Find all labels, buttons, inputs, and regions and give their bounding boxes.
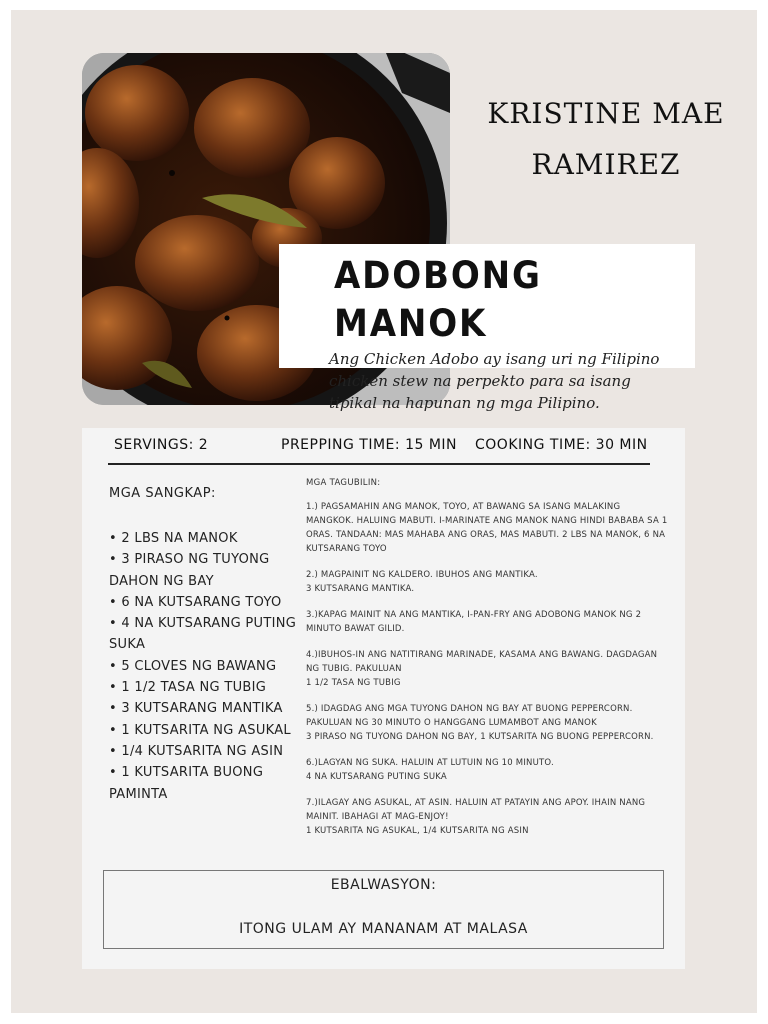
- instruction-line: ORAS. TANDAAN: MAS MAHABA ANG ORAS, MAS MABUTI. 2 LBS NA MANOK, 6 NA: [306, 530, 666, 540]
- instruction-line: 1.) PAGSAMAHIN ANG MANOK, TOYO, AT BAWANG SA ISANG MALAKING: [306, 502, 621, 512]
- instruction-line: 1 KUTSARITA NG ASUKAL, 1/4 KUTSARITA NG ASIN: [306, 826, 529, 836]
- ingredient-item: • 1 1/2 TASA NG TUBIG: [109, 680, 267, 696]
- evaluation-box: [103, 870, 664, 949]
- instruction-step: [306, 568, 668, 596]
- author-line-1: KRISTINE MAE: [487, 97, 725, 130]
- ingredient-item: • 2 LBS NA MANOK: [109, 531, 238, 546]
- ingredient-item: • 4 NA KUTSARANG PUTING SUKA: [109, 616, 297, 653]
- header-divider: [108, 463, 650, 465]
- instruction-line: 5.) IDAGDAG ANG MGA TUYONG DAHON NG BAY AT BUONG PEPPERCORN.: [306, 704, 633, 714]
- instruction-line: MINUTO BAWAT GILID.: [306, 624, 405, 634]
- instruction-line: 6.)LAGYAN NG SUKA. HALUIN AT LUTUIN NG 10 MINUTO.: [306, 758, 554, 768]
- servings-stat: SERVINGS: 2: [114, 437, 209, 453]
- instruction-line: 3.)KAPAG MAINIT NA ANG MANTIKA, I-PAN-FRY ANG ADOBONG MANOK NG 2: [306, 610, 642, 620]
- instructions-heading: MGA TAGUBILIN:: [306, 478, 381, 488]
- instruction-line: 3 PIRASO NG TUYONG DAHON NG BAY, 1 KUTSARITA NG BUONG PEPPERCORN.: [306, 732, 654, 742]
- ingredients-list: [109, 528, 299, 805]
- ingredient-item: • 1/4 KUTSARITA NG ASIN: [109, 743, 284, 759]
- instruction-line: KUTSARANG TOYO: [306, 544, 387, 554]
- instructions-section: [306, 478, 668, 850]
- instruction-step: [306, 756, 668, 784]
- instruction-line: MANGKOK. HALUING MABUTI. I-MARINATE ANG MANOK NANG HINDI BABABA SA 1: [306, 516, 668, 526]
- recipe-card: [82, 428, 685, 969]
- author-name: [470, 88, 742, 190]
- evaluation-text: ITONG ULAM AY MANANAM AT MALASA: [239, 921, 528, 937]
- cook-time-stat: COOKING TIME: 30 MIN: [475, 437, 648, 453]
- ingredient-item: • 1 KUTSARITA NG ASUKAL: [109, 722, 291, 738]
- instruction-line: 3 KUTSARANG MANTIKA.: [306, 584, 415, 594]
- ingredient-item: • 3 PIRASO NG TUYONG DAHON NG BAY: [109, 552, 270, 589]
- instruction-line: PAKULUAN NG 30 MINUTO O HANGGANG LUMAMBOT ANG MANOK: [306, 718, 597, 728]
- instruction-step: [306, 796, 668, 838]
- ingredient-item: • 1 KUTSARITA BUONG PAMINTA: [109, 765, 264, 802]
- ingredients-heading: MGA SANGKAP:: [109, 486, 216, 501]
- dish-description: Ang Chicken Adobo ay isang uri ng Filipino chicken stew na perpekto para sa isang tipikal na hapunan ng mga Pilipino.: [329, 350, 660, 412]
- evaluation-label: EBALWASYON:: [330, 877, 437, 893]
- instruction-step: [306, 648, 668, 690]
- instruction-line: 2.) MAGPAINIT NG KALDERO. IBUHOS ANG MANTIKA.: [306, 570, 538, 580]
- instruction-line: 4 NA KUTSARANG PUTING SUKA: [306, 772, 447, 782]
- dish-title: ADOBONG MANOK: [334, 254, 542, 345]
- instruction-step: [306, 702, 668, 744]
- ingredient-item: • 3 KUTSARANG MANTIKA: [109, 701, 283, 717]
- title-box: [279, 244, 695, 412]
- ingredient-item: • 5 CLOVES NG BAWANG: [109, 658, 277, 674]
- instruction-line: 1 1/2 TASA NG TUBIG: [306, 678, 401, 688]
- instruction-step: [306, 608, 668, 636]
- prep-time-stat: PREPPING TIME: 15 MIN: [281, 437, 458, 453]
- instruction-line: 4.)IBUHOS-IN ANG NATITIRANG MARINADE, KASAMA ANG BAWANG. DAGDAGAN: [306, 650, 658, 660]
- ingredient-item: • 6 NA KUTSARANG TOYO: [109, 594, 282, 610]
- instruction-line: NG TUBIG. PAKULUAN: [306, 664, 402, 674]
- instructions-list: [306, 500, 668, 838]
- author-line-2: RAMIREZ: [531, 148, 681, 181]
- instruction-line: MAINIT. IBAHAGI AT MAG-ENJOY!: [306, 812, 449, 822]
- instruction-line: 7.)ILAGAY ANG ASUKAL, AT ASIN. HALUIN AT PATAYIN ANG APOY. IHAIN NANG: [306, 798, 646, 808]
- instruction-step: [306, 500, 668, 556]
